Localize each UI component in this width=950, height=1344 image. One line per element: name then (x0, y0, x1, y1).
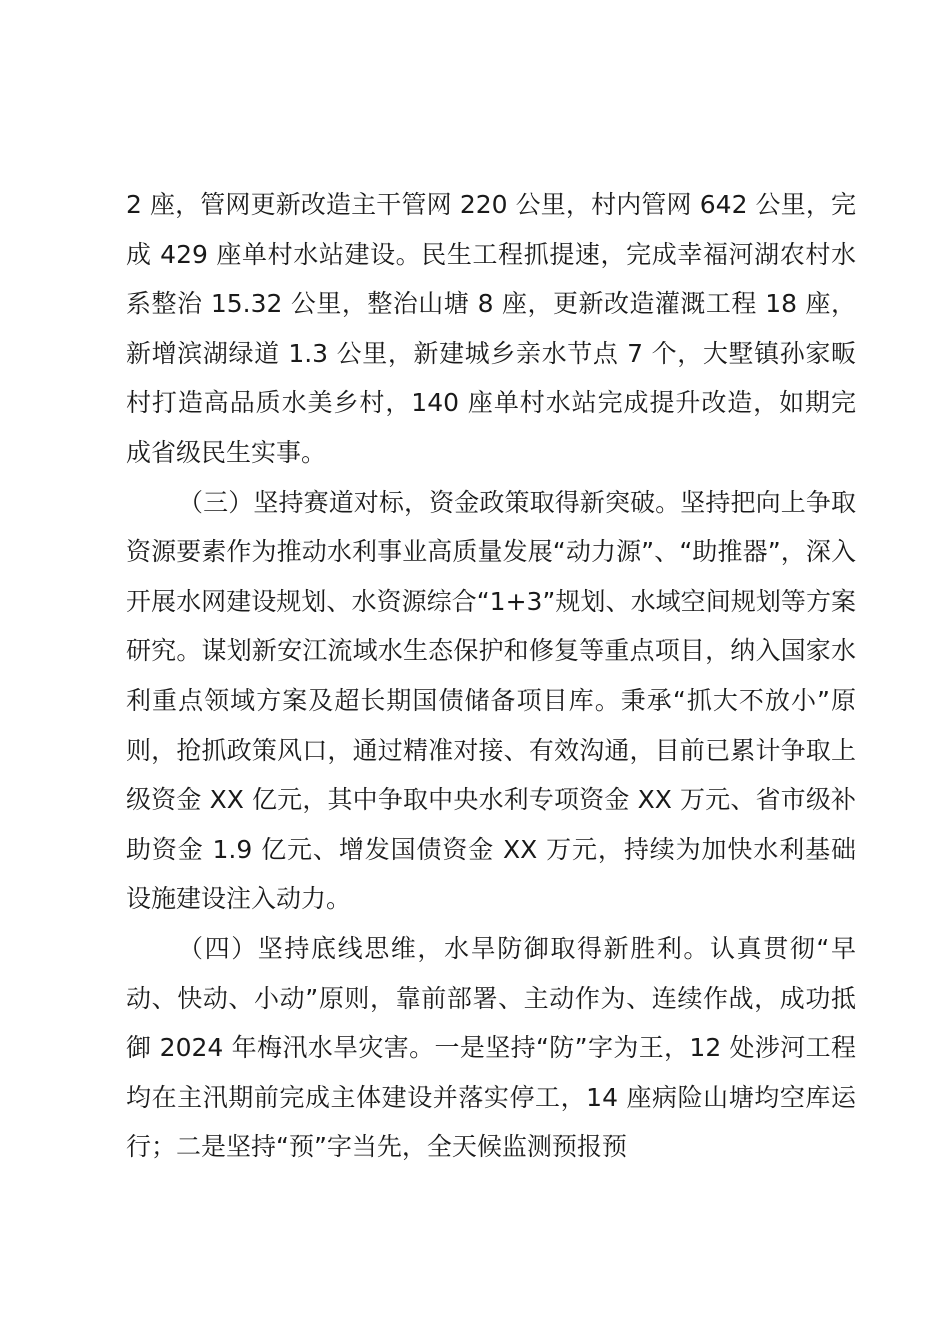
paragraph-continued: 2 座，管网更新改造主干管网 220 公里，村内管网 642 公里，完成 429 座单村水站建设。民生工程抓提速，完成幸福河湖农村水系整治 15.32 公里，整治山塘 8 座，更新改造灌溉工程 18 座，新增滨湖绿道 1.3 公里，新建城乡亲水节点 7 个，大墅镇孙家畈村打造高品质水美乡村，140 座单村水站完成提升改造，如期完成省级民生实事。 (126, 190, 856, 467)
paragraph-section-3: （三）坚持赛道对标，资金政策取得新突破。坚持把向上争取资源要素作为推动水利事业高质量发展“动力源”、“助推器”，深入开展水网建设规划、水资源综合“1+3”规划、水域空间规划等方案研究。谋划新安江流域水生态保护和修复等重点项目，纳入国家水利重点领域方案及超长期国债储备项目库。秉承“抓大不放小”原则，抢抓政策风口，通过精准对接、有效沟通，目前已累计争取上级资金 XX 亿元，其中争取中央水利专项资金 XX 万元、省市级补助资金 1.9 亿元、增发国债资金 XX 万元，持续为加快水利基础设施建设注入动力。 (126, 487, 856, 914)
document-body (126, 180, 856, 1172)
paragraph-section-4: （四）坚持底线思维，水旱防御取得新胜利。认真贯彻“早动、快动、小动”原则，靠前部署、主动作为、连续作战，成功抵御 2024 年梅汛水旱灾害。一是坚持“防”字为王，12 处涉河工程均在主汛期前完成主体建设并落实停工，14 座病险山塘均空库运行；二是坚持“预”字当先，全天候监测预报预 (126, 933, 856, 1162)
